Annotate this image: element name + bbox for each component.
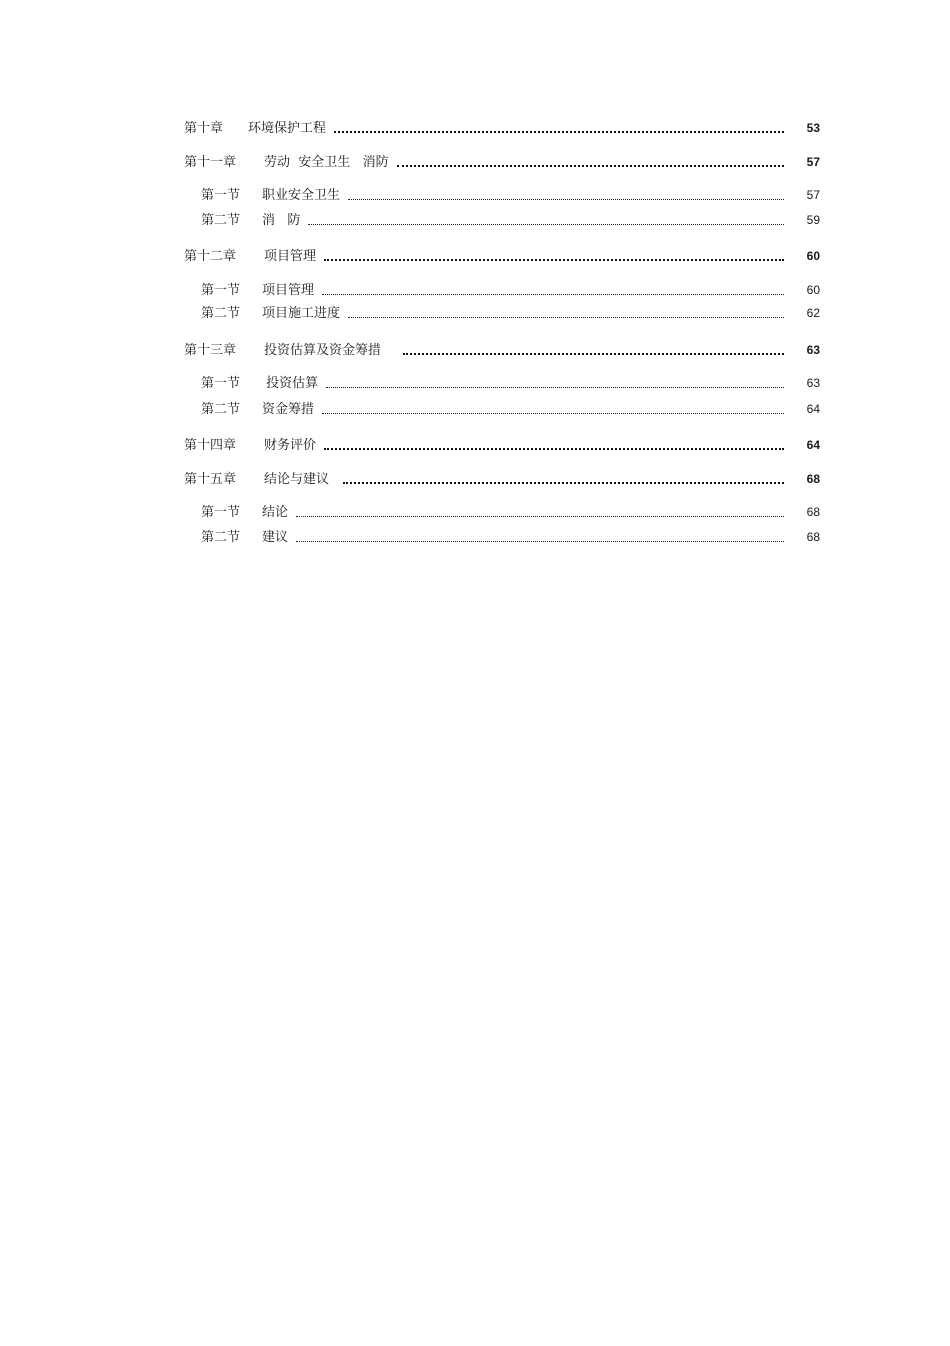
page-number: 57: [806, 155, 820, 169]
page-number: 57: [806, 188, 820, 202]
toc-entry-section[interactable]: [201, 373, 820, 393]
chapter-number: 第十一章: [184, 155, 237, 170]
section-number: 第一节: [201, 188, 241, 203]
chapter-number: 第十四章: [184, 438, 237, 453]
toc-entry-section[interactable]: [201, 399, 820, 419]
section-number: 第二节: [201, 402, 241, 417]
chapter-title: 环境保护工程: [248, 121, 327, 136]
toc-entry-chapter-14[interactable]: [184, 435, 820, 455]
chapter-title: 项目管理: [264, 249, 317, 264]
page-number: 63: [806, 376, 820, 390]
toc-entry-section[interactable]: [201, 527, 820, 547]
dot-leader: [326, 376, 784, 390]
page-number: 59: [806, 213, 820, 227]
dot-leader: [296, 505, 784, 519]
page-number: 62: [806, 306, 820, 320]
section-title: 建议: [262, 530, 289, 545]
chapter-title: 劳动 安全卫生 消防: [264, 155, 389, 170]
section-number: 第二节: [201, 306, 241, 321]
page-number: 64: [806, 402, 820, 416]
chapter-number: 第十五章: [184, 472, 237, 487]
chapter-title: 结论与建议: [264, 472, 330, 487]
section-number: 第二节: [201, 213, 241, 228]
dot-leader: [403, 343, 784, 357]
dot-leader: [334, 121, 784, 135]
section-title: 项目管理: [262, 283, 315, 298]
dot-leader: [322, 402, 784, 416]
toc-entry-section[interactable]: [201, 303, 820, 323]
toc-entry-section[interactable]: [201, 185, 820, 205]
dot-leader: [343, 472, 784, 486]
toc-entry-chapter-11[interactable]: [184, 152, 820, 172]
toc-entry-section[interactable]: [201, 280, 820, 300]
page-number: 68: [806, 472, 820, 486]
section-title: 投资估算: [262, 376, 319, 391]
page-number: 60: [806, 249, 820, 263]
toc-entry-chapter-13[interactable]: [184, 340, 820, 360]
section-title: 职业安全卫生: [262, 188, 341, 203]
page-number: 63: [806, 343, 820, 357]
dot-leader: [324, 438, 784, 452]
dot-leader: [397, 155, 784, 169]
chapter-title: 投资估算及资金筹措: [264, 343, 382, 358]
dot-leader: [324, 249, 784, 263]
section-title: 消 防: [262, 213, 301, 228]
section-title: 资金筹措: [262, 402, 315, 417]
chapter-number: 第十章: [184, 121, 224, 136]
page-number: 68: [806, 530, 820, 544]
page-number: 64: [806, 438, 820, 452]
page-number: 60: [806, 283, 820, 297]
section-title: 结论: [262, 505, 289, 520]
chapter-title: 财务评价: [264, 438, 317, 453]
section-number: 第二节: [201, 530, 241, 545]
section-number: 第一节: [201, 505, 241, 520]
chapter-number: 第十三章: [184, 343, 237, 358]
section-number: 第一节: [201, 283, 241, 298]
toc-entry-section[interactable]: [201, 210, 820, 230]
toc-entry-chapter-15[interactable]: [184, 469, 820, 489]
toc-entry-chapter-12[interactable]: [184, 246, 820, 266]
dot-leader: [296, 530, 784, 544]
dot-leader: [348, 188, 784, 202]
toc-entry-section[interactable]: [201, 502, 820, 522]
section-number: 第一节: [201, 376, 241, 391]
dot-leader: [348, 306, 784, 320]
page-number: 68: [806, 505, 820, 519]
dot-leader: [322, 283, 784, 297]
dot-leader: [308, 213, 784, 227]
chapter-number: 第十二章: [184, 249, 237, 264]
page-number: 53: [806, 121, 820, 135]
toc-entry-chapter-10[interactable]: [184, 118, 820, 138]
section-title: 项目施工进度: [262, 306, 341, 321]
